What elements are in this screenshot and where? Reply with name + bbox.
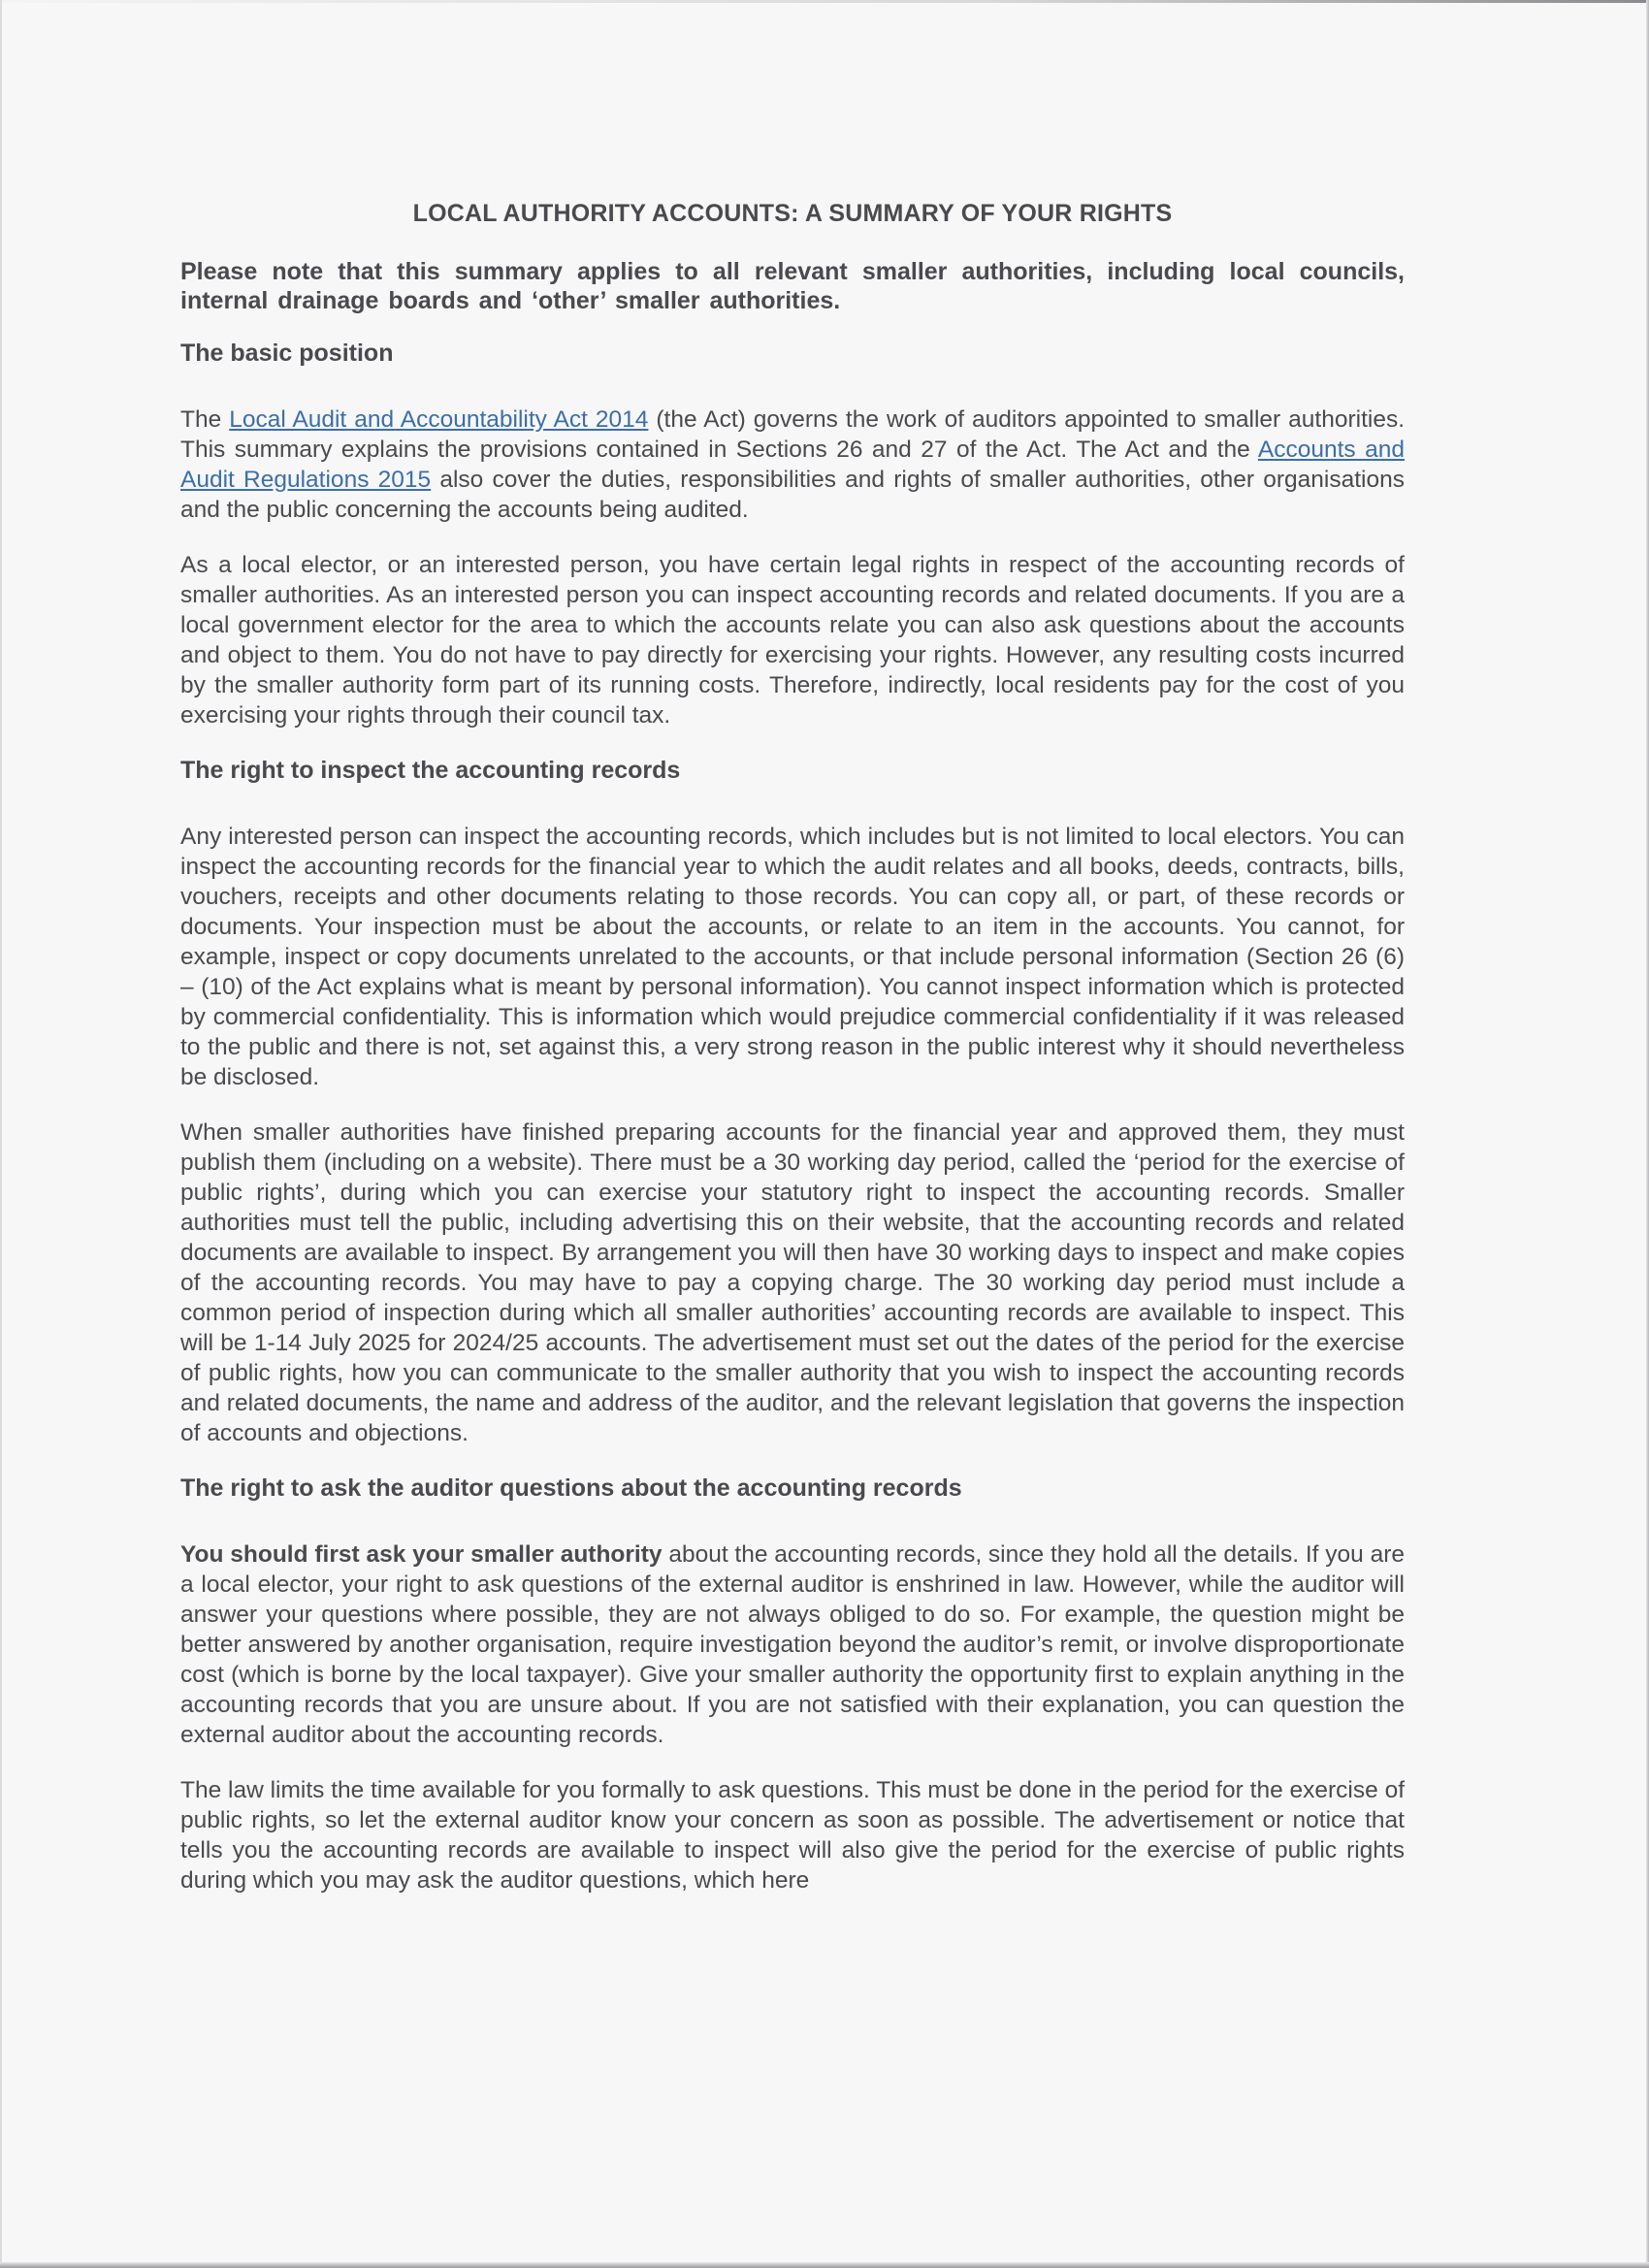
paragraph-inspect-period: When smaller authorities have finished preparing accounts for the financial year and approved them, they must publish them (including on a website). There must be a 30 working day period, called the ‘period for the exercise of public rights’, during which you can exercise your statutory right to inspect the accounting records. Smaller authorities must tell the public, including advertising this on their website, that the accounting records and related documents are available to inspect. By arrangement you will then have 30 working days to inspect and make copies of the accounting records. You may have to pay a copying charge. The 30 working day period must include a common period of inspection during which all smaller authorities’ accounting records are available to inspect. This will be 1-14 July 2025 for 2024/25 accounts. The advertisement must set out the dates of the period for the exercise of public rights, how you can communicate to the smaller authority that you wish to inspect the accounting records and related documents, the name and address of the auditor, and the relevant legislation that governs the inspection of accounts and objections. <box>180 1119 1405 1446</box>
text-run: also cover the duties, responsibilities and rights of smaller authorities, other organisations and the public concerning the accounts being audited. <box>180 467 1405 523</box>
document-title: LOCAL AUTHORITY ACCOUNTS: A SUMMARY OF YOUR RIGHTS <box>412 200 1173 227</box>
section-right-to-inspect <box>180 756 1405 1448</box>
text-run: (the Act) governs the work of auditors appointed to smaller authorities. This summary explains the provisions contained in Sections 26 and 27 of the Act. The Act and the <box>180 406 1405 463</box>
paragraph-time-limits: The law limits the time available for you formally to ask questions. This must be done in the period for the exercise of public rights, so let the external auditor know your concern as soon as possible. The advertisement or notice that tells you the accounting records are available to inspect will also give the period for the exercise of public rights during which you may ask the auditor questions, which here <box>180 1777 1405 1894</box>
paragraph-ask-authority-first <box>180 1539 1405 1750</box>
scan-edge-left <box>0 0 2 2268</box>
section-right-to-ask-questions <box>180 1474 1405 1895</box>
link-accounts-audit-regulations-2015[interactable]: Accounts and Audit Regulations 2015 <box>180 437 1405 493</box>
section-heading-basic-position: The basic position <box>180 340 394 367</box>
section-heading-right-to-ask-questions: The right to ask the auditor questions about the accounting records <box>180 1474 962 1502</box>
paragraph-inspect-scope: Any interested person can inspect the accounting records, which includes but is not limited to local electors. You can inspect the accounting records for the financial year to which the audit relates and all books, deeds, contracts, bills, vouchers, receipts and other documents relating to those records. You can copy all, or part, of these records or documents. Your inspection must be about the accounts, or relate to an item in the accounts. You cannot, for example, inspect or copy documents unrelated to the accounts, or that include personal information (Section 26 (6) – (10) of the Act explains what is meant by personal information). You cannot inspect information which is protected by commercial confidentiality. This is information which would prejudice commercial confidentiality if it was released to the public and there is not, set against this, a very strong reason in the public interest why it should nevertheless be disclosed. <box>180 824 1405 1090</box>
section-heading-right-to-inspect: The right to inspect the accounting records <box>180 757 681 784</box>
applicability-note: Please note that this summary applies to all relevant smaller authorities, including local councils, internal drainage boards and ‘other’ smaller authorities. <box>180 258 1405 314</box>
scan-edge-top <box>0 0 1649 3</box>
emphasis-ask-authority: You should first ask your smaller authority <box>180 1541 663 1568</box>
text-run: about the accounting records, since they hold all the details. If you are a local elector, your right to ask questions of the external auditor is enshrined in law. However, while the auditor will answer your questions where possible, they are not always obliged to do so. For example, the question might be better answered by another organisation, require investigation beyond the auditor’s remit, or involve disproportionate cost (which is borne by the local taxpayer). Give your smaller authority the opportunity first to explain anything in the accounting records that you are unsure about. If you are not satisfied with their explanation, you can question the external auditor about the accounting records. <box>180 1541 1405 1748</box>
section-basic-position <box>180 339 1405 730</box>
paragraph-act-overview <box>180 405 1405 525</box>
text-run: The <box>180 406 230 433</box>
paragraph-elector-rights: As a local elector, or an interested person, you have certain legal rights in respect of the accounting records of smaller authorities. As an interested person you can inspect accounting records and related documents. If you are a local government elector for the area to which the accounts relate you can also ask questions about the accounts and object to them. You do not have to pay directly for exercising your rights. However, any resulting costs incurred by the smaller authority form part of its running costs. Therefore, indirectly, local residents pay for the cost of you exercising your rights through their council tax. <box>180 552 1405 729</box>
link-local-audit-act-2014[interactable]: Local Audit and Accountability Act 2014 <box>229 406 649 433</box>
scan-edge-bottom <box>0 2262 1649 2268</box>
document-page <box>180 200 1405 1921</box>
